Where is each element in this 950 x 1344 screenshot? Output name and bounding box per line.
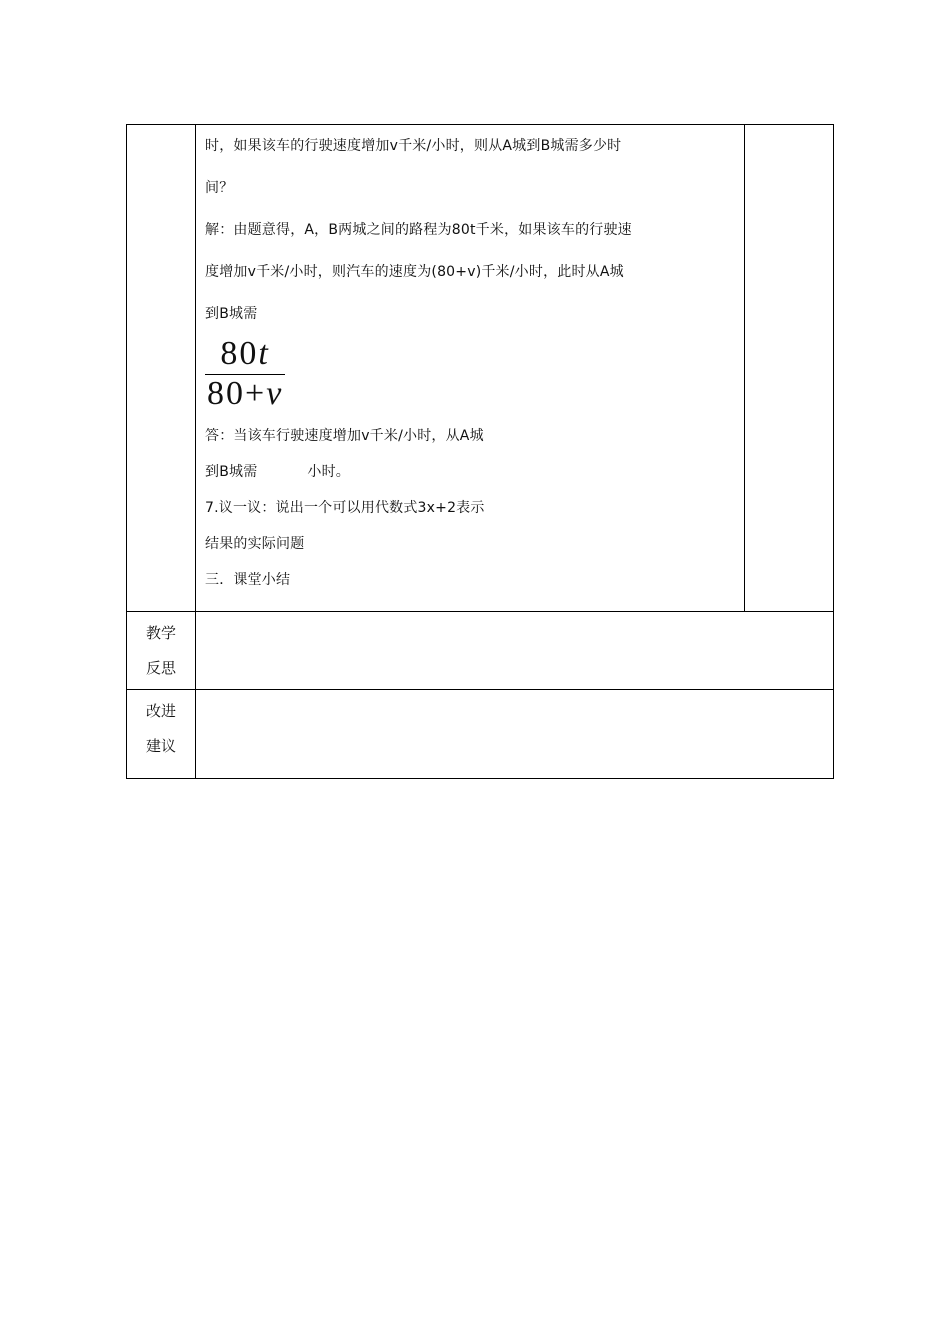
reflection-content-cell [196, 612, 834, 690]
improvement-row [127, 690, 834, 779]
problem-line-1-text: 时，如果该车的行驶速度增加v千米/小时，则从A城到B城需多少时 [205, 138, 622, 154]
content-row [127, 125, 834, 612]
content-label-cell [127, 125, 196, 612]
summary-heading: 三．课堂小结 [205, 572, 291, 588]
answer-line-2 [205, 457, 736, 493]
problem-line-1 [205, 131, 736, 173]
discuss-line-1: 7.议一议：说出一个可以用代数式3x+2表示 [205, 500, 485, 516]
fraction-denominator [205, 377, 285, 411]
denominator-variable: v [266, 375, 284, 412]
improvement-label-line-1: 改进 [145, 702, 176, 720]
reflection-label-line-2: 反思 [145, 659, 176, 677]
problem-line-2: 间？ [205, 180, 234, 196]
reflection-label-line-1: 教学 [145, 624, 176, 642]
reflection-row [127, 612, 834, 690]
improvement-content-cell [196, 690, 834, 779]
content-right-cell [745, 125, 834, 612]
lesson-plan-table [126, 124, 834, 779]
discuss-line-2: 结果的实际问题 [205, 536, 305, 552]
fraction-numerator [205, 337, 285, 373]
solution-line-1: 解：由题意得，A，B两城之间的路程为80t千米，如果该车的行驶速 [205, 222, 632, 238]
reflection-label-cell [127, 612, 196, 690]
answer-line-1: 答：当该车行驶速度增加v千米/小时，从A城 [205, 428, 484, 444]
answer-line-2-end: 小时。 [307, 464, 351, 480]
numerator-number: 80 [220, 335, 259, 372]
content-cell [196, 125, 745, 612]
denominator-number: 80+ [207, 375, 267, 412]
solution-line-2: 度增加v千米/小时，则汽车的速度为(80+v)千米/小时，此时从A城 [205, 264, 624, 280]
fraction-formula [205, 337, 285, 411]
solution-line-3: 到B城需 [205, 306, 258, 322]
numerator-variable: t [258, 335, 270, 372]
improvement-label-line-2: 建议 [145, 737, 176, 755]
improvement-label-cell [127, 690, 196, 779]
answer-line-2-start: 到B城需 [205, 464, 258, 480]
